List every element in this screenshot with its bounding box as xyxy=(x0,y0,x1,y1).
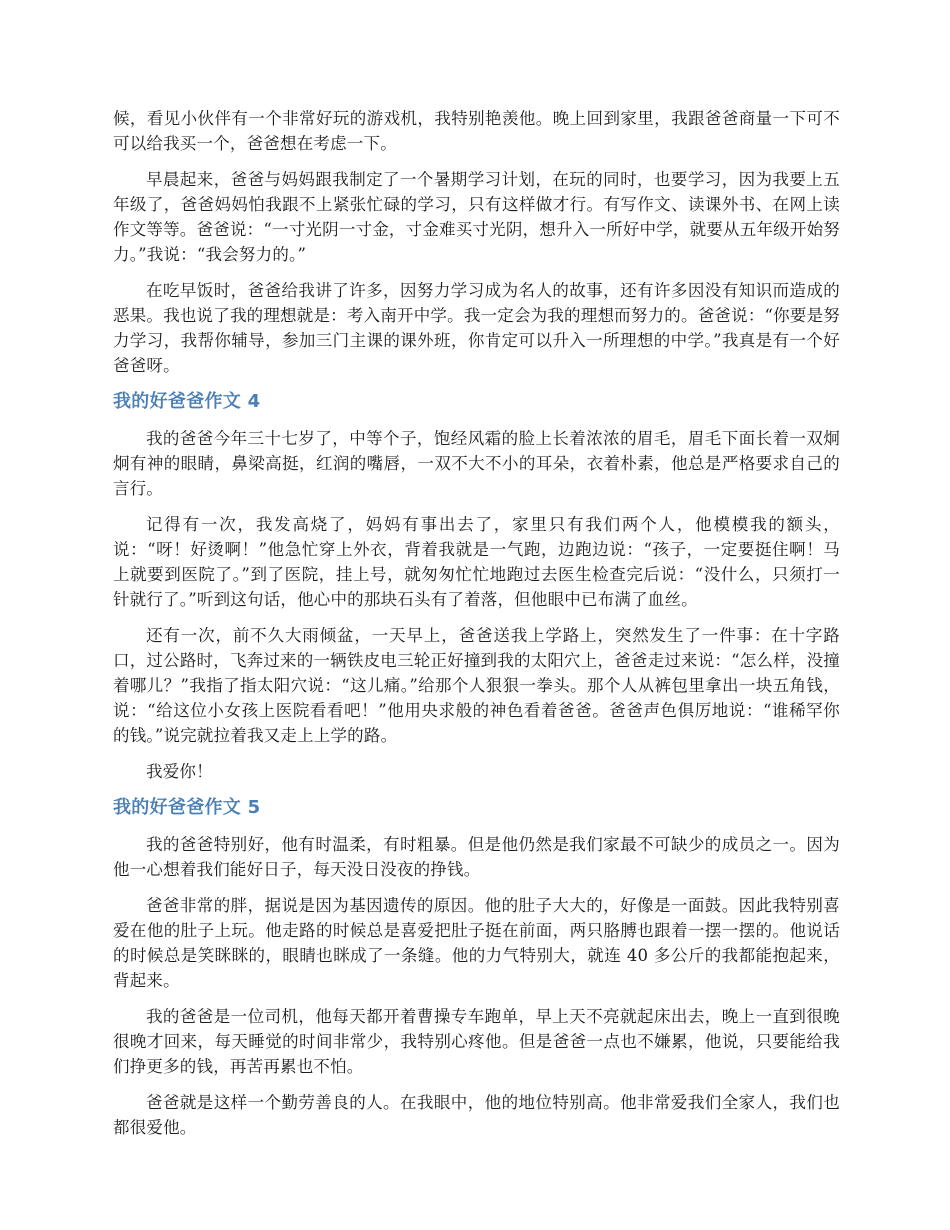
paragraph: 候，看见小伙伴有一个非常好玩的游戏机，我特别艳羡他。晚上回到家里，我跟爸爸商量一下可不可以给我买一个，爸爸想在考虑一下。 xyxy=(113,109,840,153)
paragraph: 爸爸非常的胖，据说是因为基因遗传的原因。他的肚子大大的，好像是一面鼓。因此我特别喜爱在他的肚子上玩。他走路的时候总是喜爱把肚子挺在前面，两只胳膊也跟着一摆一摆的。他说话的时候总是笑眯眯的，眼睛也眯成了一条缝。他的力气特别大，就连 40 多公斤的我都能抱起来，背起来。 xyxy=(113,896,840,990)
paragraph: 我爱你！ xyxy=(146,762,213,781)
section-heading: 我的好爸爸作文 4 xyxy=(113,391,261,412)
paragraph: 爸爸就是这样一个勤劳善良的人。在我眼中，他的地位特别高。他非常爱我们全家人，我们也都很爱他。 xyxy=(113,1093,840,1137)
paragraph: 我的爸爸是一位司机，他每天都开着曹操专车跑单，早上天不亮就起床出去，晚上一直到很晚很晚才回来，每天睡觉的时间非常少，我特别心疼他。但是爸爸一点也不嫌累，他说，只要能给我们挣更多的钱，再苦再累也不怕。 xyxy=(113,1007,840,1076)
document-page xyxy=(113,106,840,1151)
paragraph: 我的爸爸今年三十七岁了，中等个子，饱经风霜的脸上长着浓浓的眉毛，眉毛下面长着一双炯炯有神的眼睛，鼻梁高挺，红润的嘴唇，一双不大不小的耳朵，衣着朴素，他总是严格要求自己的言行。 xyxy=(113,429,840,498)
section-heading: 我的好爸爸作文 5 xyxy=(113,797,261,818)
paragraph: 还有一次，前不久大雨倾盆，一天早上，爸爸送我上学路上，突然发生了一件事：在十字路口，过公路时，飞奔过来的一辆铁皮电三轮正好撞到我的太阳穴上，爸爸走过来说：“怎么样，没撞着哪儿？”我指了指太阳穴说：“这儿痛。”给那个人狠狠一拳头。那个人从裤包里拿出一块五角钱，说：“给这位小女孩上医院看看吧！”他用央求般的神色看着爸爸。爸爸声色俱厉地说：“谁稀罕你的钱。”说完就拉着我又走上上学的路。 xyxy=(113,626,840,745)
paragraph: 记得有一次，我发高烧了，妈妈有事出去了，家里只有我们两个人，他模模我的额头，说：“呀！好烫啊！”他急忙穿上外衣，背着我就是一气跑，边跑边说：“孩子，一定要挺住啊！马上就要到医院了。”到了医院，挂上号，就匆匆忙忙地跑过去医生检查完后说：“没什么，只须打一针就行了。”听到这句话，他心中的那块石头有了着落，但他眼中已布满了血丝。 xyxy=(113,515,840,609)
paragraph: 我的爸爸特别好，他有时温柔，有时粗暴。但是他仍然是我们家最不可缺少的成员之一。因为他一心想着我们能好日子，每天没日没夜的挣钱。 xyxy=(113,835,840,879)
paragraph: 早晨起来，爸爸与妈妈跟我制定了一个暑期学习计划，在玩的同时，也要学习，因为我要上五年级了，爸爸妈妈怕我跟不上紧张忙碌的学习，只有这样做才行。有写作文、读课外书、在网上读作文等等。爸爸说：“一寸光阴一寸金，寸金难买寸光阴，想升入一所好中学，就要从五年级开始努力。”我说：“我会努力的。” xyxy=(113,170,840,264)
paragraph: 在吃早饭时，爸爸给我讲了许多，因努力学习成为名人的故事，还有许多因没有知识而造成的恶果。我也说了我的理想就是：考入南开中学。我一定会为我的理想而努力的。爸爸说：“你要是努力学习，我帮你辅导，参加三门主课的课外班，你肯定可以升入一所理想的中学。”我真是有一个好爸爸呀。 xyxy=(113,281,840,375)
